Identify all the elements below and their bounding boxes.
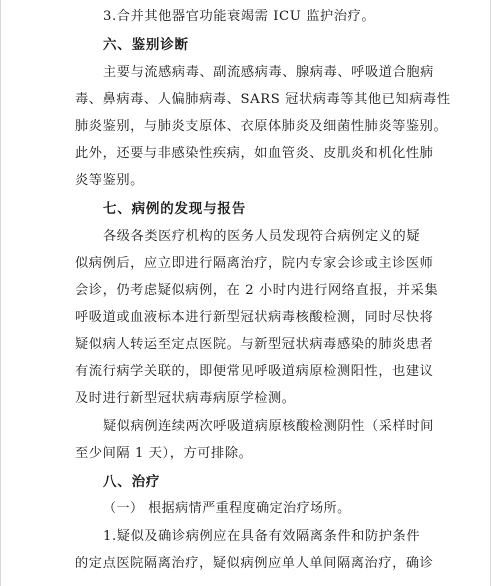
paragraph-line: 炎等鉴别。 (75, 173, 144, 188)
paragraph-line: 的定点医院隔离治疗，疑似病例应单人单间隔离治疗，确诊 (75, 556, 434, 571)
paragraph-line: 主要与流感病毒、副流感病毒、腺病毒、呼吸道合胞病 (103, 65, 434, 80)
paragraph-line: 疑似病例连续两次呼吸道病原核酸检测阴性（采样时间 (103, 419, 434, 434)
paragraph-line: 毒、鼻病毒、人偏肺病毒、SARS 冠状病毒等其他已知病毒性 (75, 92, 451, 107)
section-8-heading: 八、治疗 (103, 474, 161, 490)
treatment-criterion-3: 3.合并其他器官功能衰竭需 ICU 监护治疗。 (103, 9, 376, 24)
paragraph-line: 呼吸道或血液标本进行新型冠状病毒核酸检测，同时尽快将 (75, 310, 434, 325)
paragraph-line: 及时进行新型冠状病毒病原学检测。 (75, 391, 296, 406)
paragraph-line: 此外，还要与非感染性疾病，如血管炎、皮肌炎和机化性肺 (75, 146, 434, 161)
section-7-heading: 七、病例的发现与报告 (103, 201, 246, 217)
paragraph-line: 似病例后，应立即进行隔离治疗，院内专家会诊或主诊医师 (75, 256, 434, 271)
paragraph-line: 1.疑似及确诊病例应在具备有效隔离条件和防护条件 (103, 529, 421, 544)
paragraph-line: 有流行病学关联的，即便常见呼吸道病原检测阳性，也建议 (75, 364, 434, 379)
section-6-heading: 六、鉴别诊断 (103, 37, 189, 53)
paragraph-line: 疑似病人转运至定点医院。与新型冠状病毒感染的肺炎患者 (75, 337, 434, 352)
paragraph-line: 肺炎鉴别，与肺炎支原体、衣原体肺炎及细菌性肺炎等鉴别。 (75, 119, 448, 134)
subsection-1-heading: （一） 根据病情严重程度确定治疗场所。 (103, 501, 351, 516)
paragraph-line: 至少间隔 1 天），方可排除。 (75, 446, 253, 461)
paragraph-line: 会诊，仍考虑疑似病例，在 2 小时内进行网络直报，并采集 (75, 283, 439, 298)
paragraph-line: 各级各类医疗机构的医务人员发现符合病例定义的疑 (103, 229, 421, 244)
